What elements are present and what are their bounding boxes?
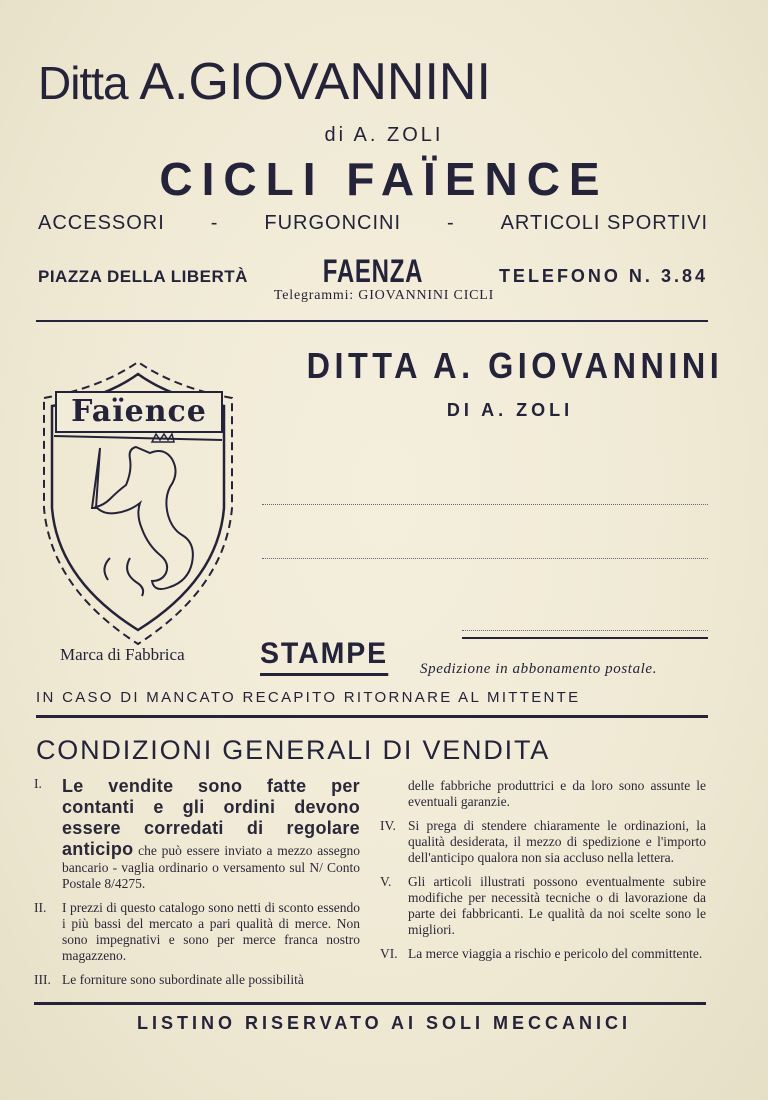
faience-shield-logo bbox=[40, 358, 236, 648]
condition-text: Gli articoli illustrati possono eventualmente subire modifiche per necessità tecniche o di lavorazione da parte dei fabbricanti. Le qualità da noi scelte sono le migliori. bbox=[408, 874, 706, 937]
printed-matter-label: STAMPE bbox=[260, 636, 388, 676]
sender-subtitle: DI A. ZOLI bbox=[446, 400, 574, 420]
address-line bbox=[38, 253, 708, 290]
condition-number: IV. bbox=[380, 818, 396, 833]
telegram-address: Telegrammi: GIOVANNINI CICLI bbox=[273, 288, 495, 303]
street-address: PIAZZA DELLA LIBERTÀ bbox=[38, 267, 248, 286]
category-separator: - bbox=[210, 212, 219, 234]
category-accessori: ACCESSORI bbox=[38, 212, 165, 234]
condition-lead: Le vendite sono fatte per contanti e gli ordini devono essere corredati di regolare anticipo bbox=[62, 776, 360, 859]
city-name: FAENZA bbox=[323, 253, 424, 289]
address-line-1 bbox=[262, 504, 708, 505]
condition-number: I. bbox=[34, 776, 42, 791]
category-separator: - bbox=[446, 212, 455, 234]
condition-text: delle fabbriche produttrici e da loro sono assunte le eventuali garanzie. bbox=[408, 778, 706, 809]
sender-name: DITTA A. GIOVANNINI bbox=[306, 345, 724, 386]
condition-item bbox=[380, 946, 706, 962]
header-divider bbox=[36, 320, 708, 322]
conditions-title: CONDIZIONI GENERALI DI VENDITA bbox=[36, 735, 551, 765]
condition-item-continued bbox=[380, 778, 706, 810]
condition-number: VI. bbox=[380, 946, 398, 961]
condition-item bbox=[380, 874, 706, 938]
condition-number: III. bbox=[34, 972, 51, 987]
address-line-3 bbox=[462, 630, 708, 631]
address-underline bbox=[462, 637, 708, 639]
condition-number: V. bbox=[380, 874, 392, 889]
footer-note: LISTINO RISERVATO AI SOLI MECCANICI bbox=[136, 1013, 632, 1033]
category-furgoncini: FURGONCINI bbox=[264, 212, 402, 234]
condition-number: II. bbox=[34, 900, 47, 915]
company-name: A.GIOVANNINI bbox=[139, 53, 491, 111]
shipping-note: Spedizione in abbonamento postale. bbox=[420, 661, 658, 677]
product-categories bbox=[38, 212, 708, 235]
condition-item bbox=[34, 776, 360, 892]
condition-text: La merce viaggia a rischio e pericolo del committente. bbox=[408, 946, 703, 961]
conditions-column-left bbox=[34, 776, 360, 996]
company-title bbox=[38, 52, 708, 112]
ditta-prefix: Ditta bbox=[38, 57, 128, 109]
condition-text: Si prega di stendere chiaramente le ordinazioni, la qualità desiderata, il mezzo di spedizione e l'importo dell'anticipo qualora non sia accluso nella lettera. bbox=[408, 818, 706, 865]
owner-line: di A. ZOLI bbox=[324, 124, 444, 146]
logo-wordmark: Faïence bbox=[71, 394, 207, 429]
logo-caption: Marca di Fabbrica bbox=[60, 645, 185, 664]
condition-item bbox=[380, 818, 706, 866]
conditions-column-right bbox=[380, 778, 706, 970]
condition-text: I prezzi di questo catalogo sono netti di sconto essendo i più bassi del mercato a pari qualità di merce. Non sono impegnativi e sono per merce franca nostro magazzeno. bbox=[62, 900, 360, 963]
category-articoli-sportivi: ARTICOLI SPORTIVI bbox=[500, 212, 708, 234]
condition-text: Le forniture sono subordinate alle possibilità bbox=[62, 972, 304, 987]
brand-title: CICLI FAÏENCE bbox=[159, 153, 609, 205]
condition-item bbox=[34, 972, 360, 988]
address-line-2 bbox=[262, 558, 708, 559]
condition-item bbox=[34, 900, 360, 964]
condition-text: che può essere inviato a mezzo assegno bancario - vaglia ordinario o versamento sul N/ Conto Postale 8/4275. bbox=[62, 843, 360, 891]
phone-number: TELEFONO N. 3.84 bbox=[498, 266, 708, 286]
footer-divider bbox=[34, 1002, 706, 1005]
return-to-sender-note: IN CASO DI MANCATO RECAPITO RITORNARE AL MITTENTE bbox=[36, 689, 581, 706]
mailing-divider bbox=[36, 715, 708, 718]
